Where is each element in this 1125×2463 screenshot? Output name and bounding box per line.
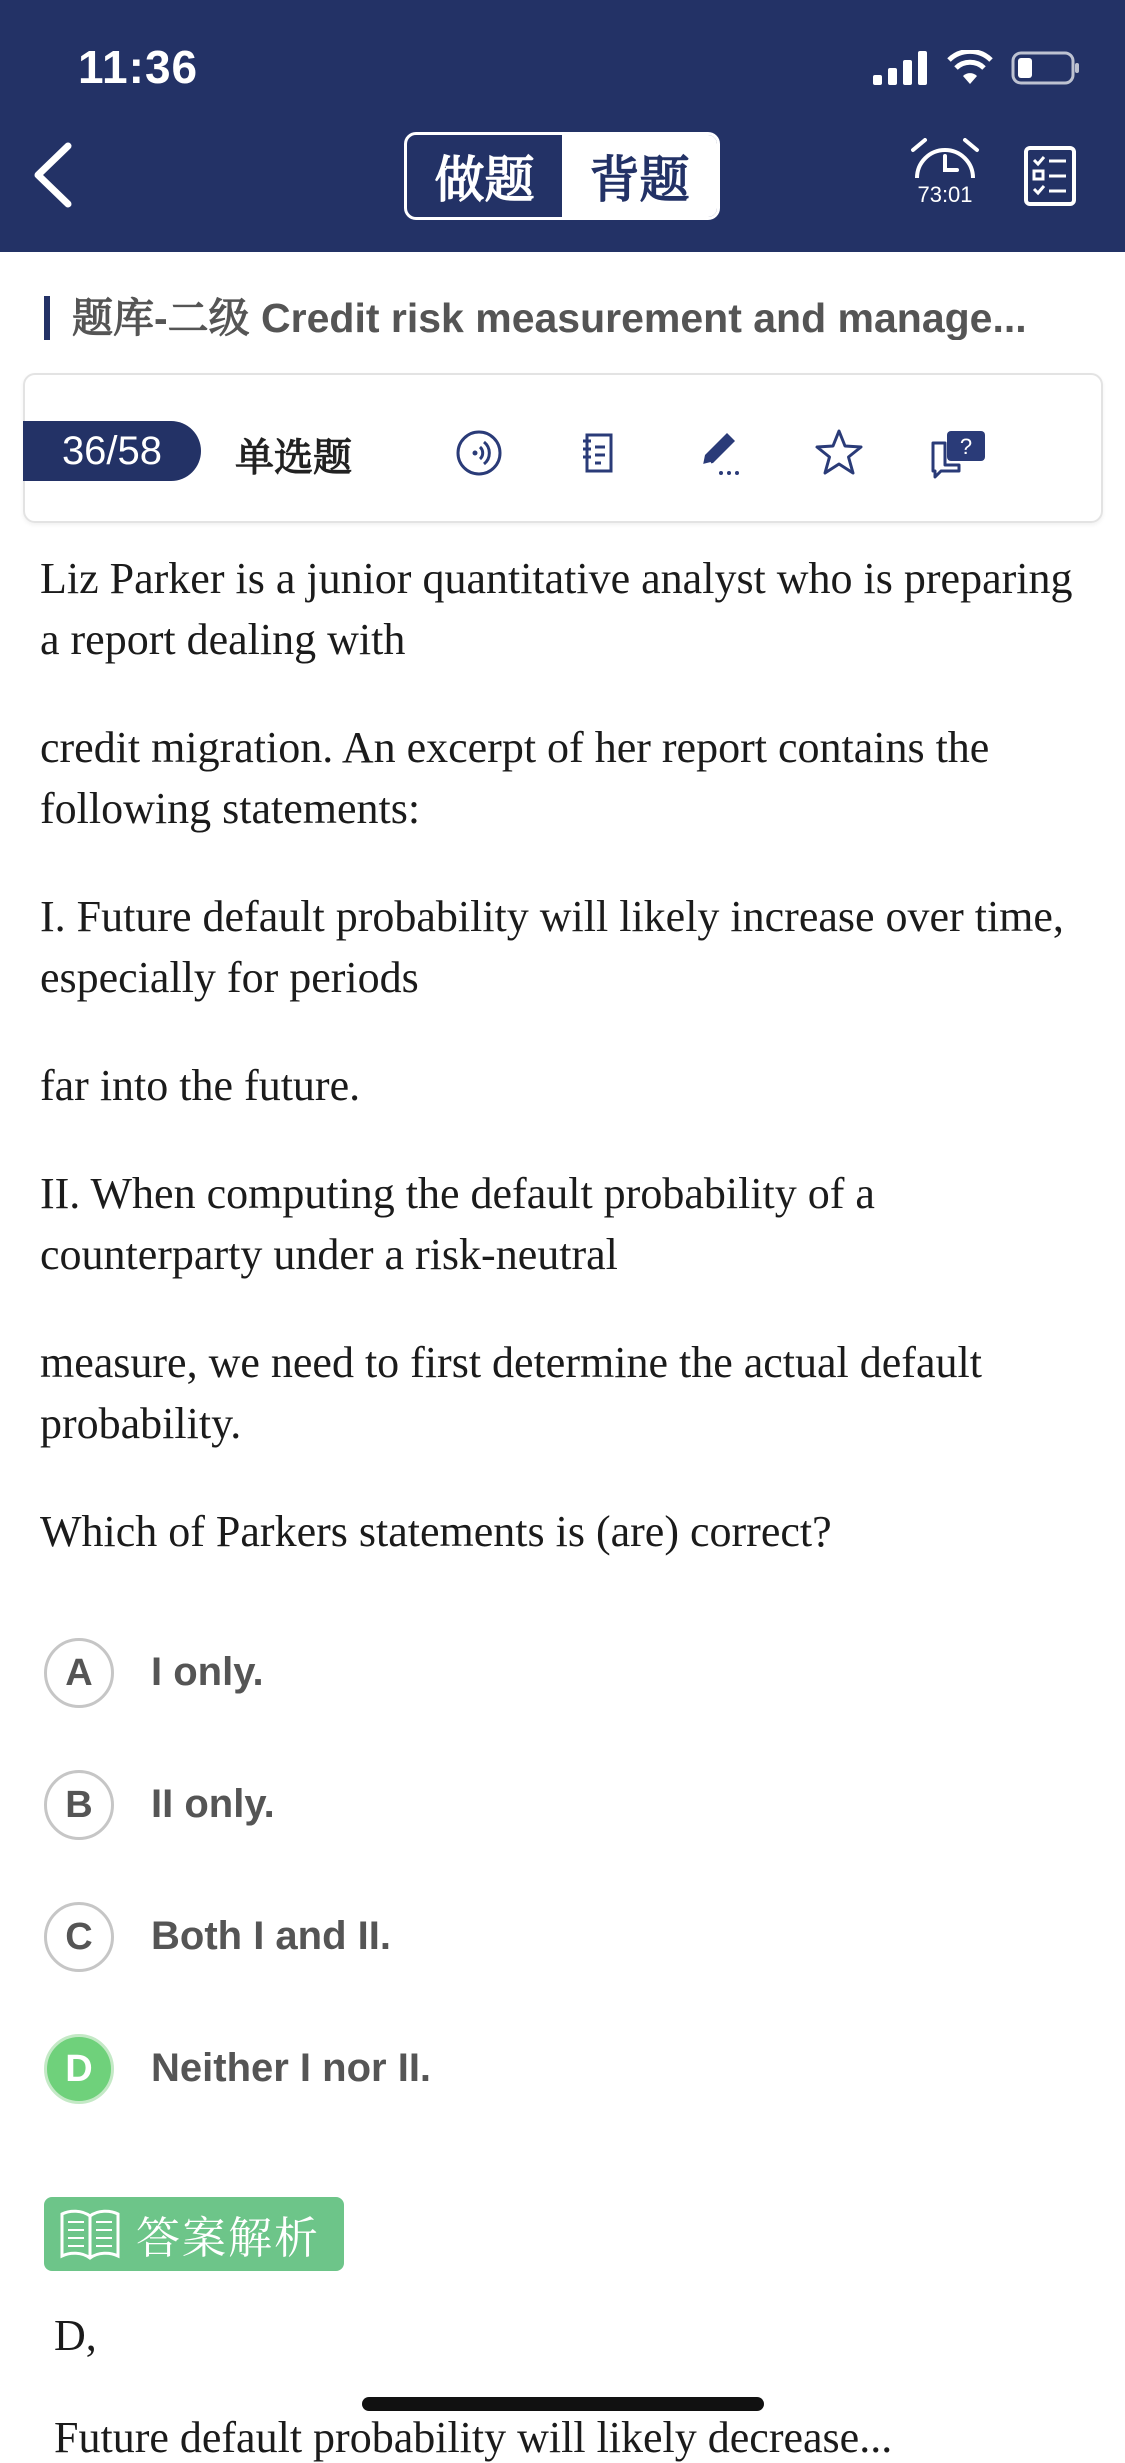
- question-paragraph: II. When computing the default probability of a counterparty under a risk-neutral: [40, 1169, 875, 1279]
- question-body: [40, 548, 1090, 1609]
- question-paragraph: far into the future.: [40, 1061, 361, 1110]
- option-a[interactable]: [44, 1638, 944, 1714]
- timer-value: 73:01: [917, 182, 973, 207]
- answer-sheet-icon: [1024, 146, 1076, 206]
- option-letter: B: [44, 1770, 114, 1840]
- question-feedback-button[interactable]: [929, 425, 985, 481]
- status-icons: [873, 46, 1081, 90]
- option-letter: A: [44, 1638, 114, 1708]
- answer-text: D,: [54, 2311, 97, 2360]
- audio-icon: [451, 425, 507, 481]
- option-text: Both I and II.: [151, 1914, 391, 1958]
- timer-button[interactable]: [905, 138, 985, 218]
- alarm-clock-icon: [905, 138, 985, 184]
- battery-icon: [1011, 51, 1081, 85]
- signal-icon: [873, 51, 929, 85]
- option-text: II only.: [151, 1782, 275, 1826]
- status-time: 11:36: [78, 41, 199, 93]
- edit-icon: [691, 425, 747, 481]
- notes-icon: [571, 425, 627, 481]
- option-b[interactable]: [44, 1770, 944, 1846]
- back-button[interactable]: [26, 140, 86, 210]
- question-list-button[interactable]: [1024, 146, 1076, 206]
- mode-practice-tab[interactable]: 做题: [434, 152, 535, 208]
- question-paragraph: measure, we need to first determine the actual default probability.: [40, 1338, 982, 1448]
- mode-review-tab[interactable]: 背题: [562, 135, 717, 217]
- explanation-text: Future default probability will likely decrease...: [54, 2413, 893, 2462]
- top-bar: [0, 0, 1125, 252]
- option-letter-correct: D: [44, 2034, 114, 2104]
- question-type: 单选题: [235, 437, 353, 480]
- question-paragraph: Liz Parker is a junior quantitative analyst who is preparing a report dealing with: [40, 554, 1073, 664]
- option-text: Neither I nor II.: [151, 2046, 432, 2090]
- audio-button[interactable]: [451, 425, 507, 481]
- wifi-icon: [947, 50, 993, 86]
- notes-button[interactable]: [571, 425, 627, 481]
- favorite-button[interactable]: [811, 425, 867, 481]
- option-letter: C: [44, 1902, 114, 1972]
- question-paragraph: I. Future default probability will likely increase over time, especially for periods: [40, 892, 1064, 1002]
- option-d[interactable]: [44, 2034, 944, 2110]
- answer-analysis-badge: [44, 2197, 344, 2271]
- svg-text:?: ?: [959, 434, 973, 459]
- question-feedback-icon: [929, 425, 989, 481]
- question-counter: 36/58: [23, 421, 201, 481]
- home-indicator: [362, 2397, 764, 2411]
- option-text: I only.: [151, 1650, 264, 1694]
- breadcrumb: 题库-二级 Credit risk measurement and manage...: [44, 296, 1084, 340]
- option-c[interactable]: [44, 1902, 944, 1978]
- edit-note-button[interactable]: [691, 425, 747, 481]
- chevron-left-icon: [26, 140, 86, 210]
- question-paragraph: credit migration. An excerpt of her report contains the following statements:: [40, 723, 990, 833]
- open-book-icon: [58, 2206, 122, 2262]
- question-toolbar: [23, 373, 1103, 523]
- analysis-label: 答案解析: [136, 2214, 320, 2263]
- star-icon: [811, 425, 867, 481]
- question-prompt: Which of Parkers statements is (are) correct?: [40, 1507, 832, 1556]
- mode-toggle: [404, 132, 720, 220]
